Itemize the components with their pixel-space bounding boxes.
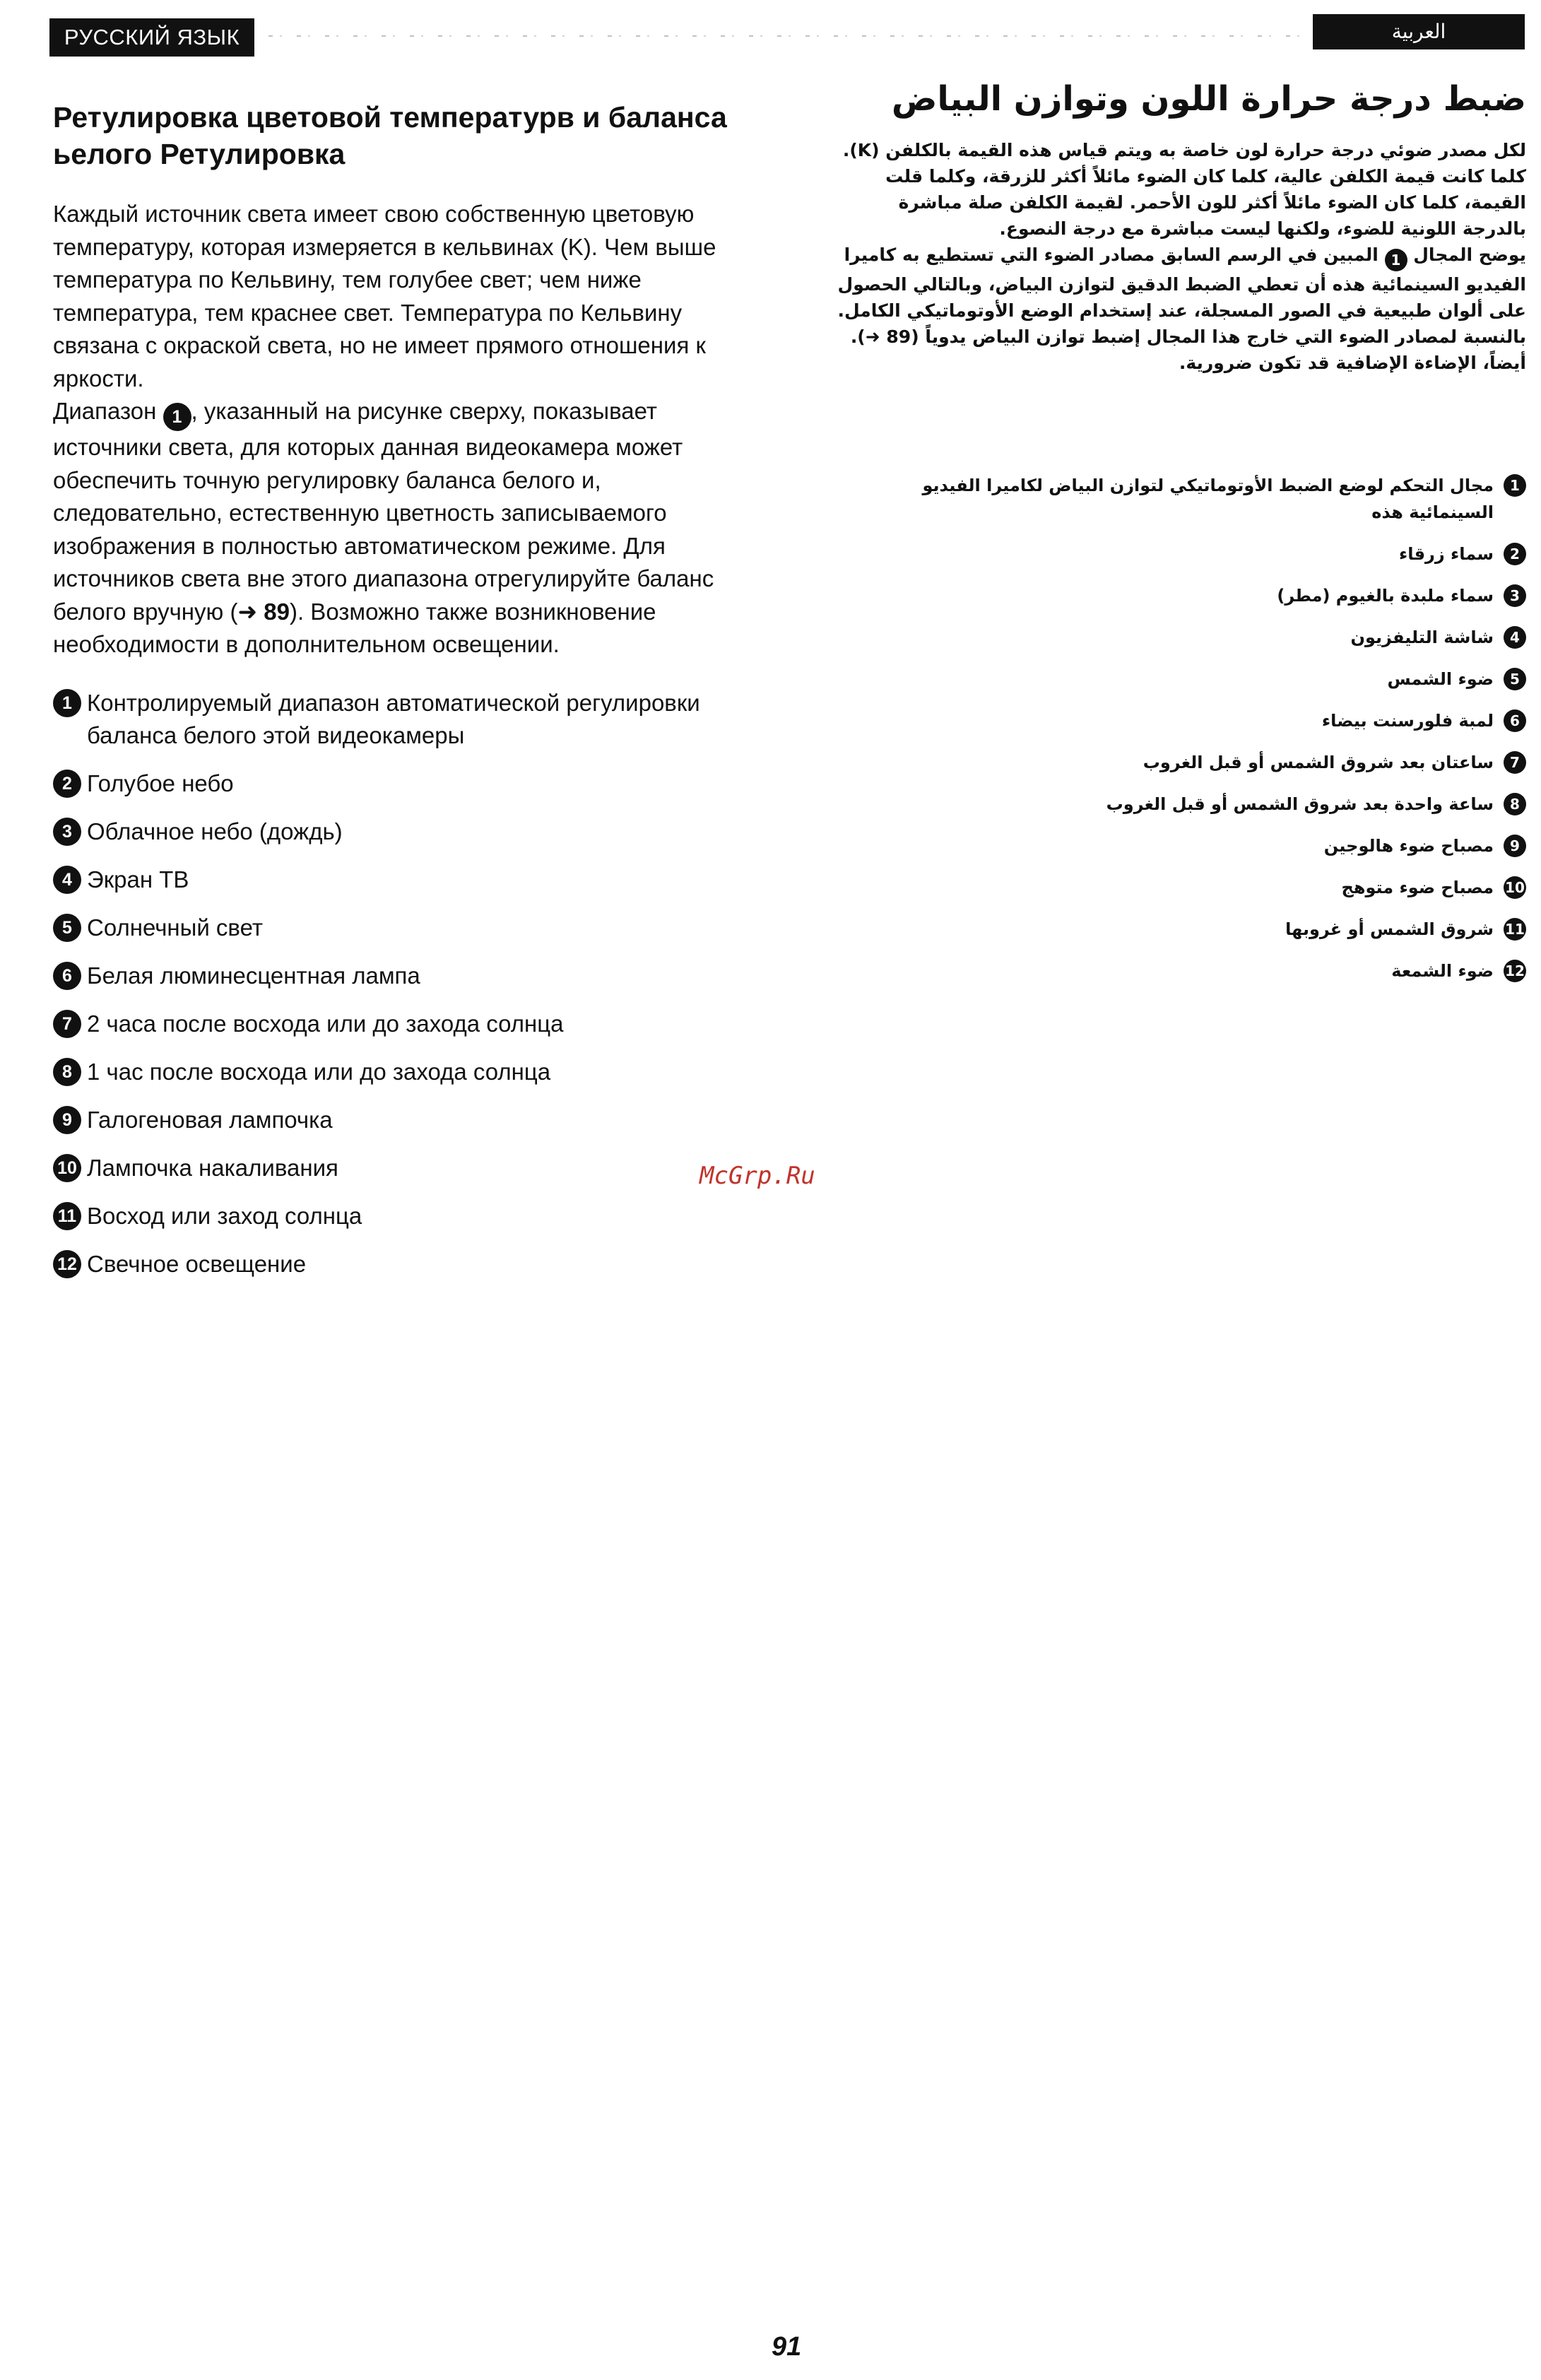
ru-legend-number-badge: 12 — [53, 1250, 81, 1278]
ar-legend-item — [834, 541, 1526, 567]
ru-p2-after: , указанный на рисунке сверху, показывает источники света, для которых данная видеокамера может обеспечить точную регулировку баланса белого и, следовательно, естественную цветность записываемого изображения в полностью автоматическом режиме. Для источников света вне этого диапазона отрегулируйте баланс белого вручную ( — [53, 398, 714, 625]
ar-legend-text: لمبة فلورسنت بيضاء — [1321, 711, 1494, 731]
ru-legend-text: 1 час после восхода или до захода солнца — [87, 1058, 551, 1085]
russian-column — [53, 99, 731, 1296]
ar-range-badge: 1 — [1385, 249, 1407, 271]
ar-legend-item — [834, 832, 1526, 859]
ru-legend-number-badge: 2 — [53, 770, 81, 798]
ar-legend-text: شاشة التليفزيون — [1350, 628, 1494, 647]
ru-legend-item — [53, 912, 731, 944]
ar-legend-text: ساعتان بعد شروق الشمس أو قبل الغروب — [1143, 753, 1494, 772]
ar-legend-text: مصباح ضوء متوهج — [1341, 878, 1494, 897]
ru-legend-text: Контролируемый диапазон автоматической регулировки баланса белого этой видеокамеры — [87, 689, 700, 748]
watermark: McGrp.Ru — [699, 1162, 815, 1190]
ar-paragraph-1: لكل مصدر ضوئي درجة حرارة لون خاصة به ويتم قياس هذه القيمة بالكلفن (K). كلما كانت قيمة الكلفن عالية، كلما كان الضوء مائلاً أكثر للزرقة، وكلما قلت القيمة، كلما كان الضوء مائلاً أكثر للون الأحمر. لقيمة الكلفن صلة مباشرة بالدرجة اللونية للضوء، ولكنها ليست مباشرة مع درجة النصوع. — [842, 140, 1526, 239]
ar-legend-number-badge: 3 — [1504, 584, 1526, 607]
ru-legend-number-badge: 9 — [53, 1106, 81, 1134]
ar-legend-item — [834, 958, 1526, 984]
ar-legend-text: مصباح ضوء هالوجين — [1323, 836, 1494, 856]
ru-paragraph-2 — [53, 395, 731, 661]
ar-legend-number-badge: 5 — [1504, 668, 1526, 690]
ar-legend-item — [834, 624, 1526, 651]
ar-legend-number-badge: 4 — [1504, 626, 1526, 649]
ar-legend-list — [834, 472, 1526, 999]
ar-p2-end: ). — [850, 326, 866, 347]
ru-legend-item — [53, 960, 731, 992]
ru-legend-number-badge: 3 — [53, 818, 81, 846]
ru-legend-item — [53, 767, 731, 800]
language-label-russian: РУССКИЙ ЯЗЫК — [49, 18, 254, 57]
ru-legend-number-badge: 8 — [53, 1058, 81, 1086]
ru-section-title: Ретулировка цветовой температурв и баланса ьелого Ретулировка — [53, 101, 727, 170]
ar-p2-before: يوضح المجال — [1413, 245, 1526, 265]
ru-paragraph-1: Каждый источник света имеет свою собственную цветовую температуру, которая измеряется в кельвинах (K). Чем выше температура по Кельвину, тем голубее свет; чем ниже температура, тем краснее свет. Температура по Кельвину связана с окраской света, но не имеет прямого отношения к яркости. — [53, 201, 716, 391]
ru-legend-number-badge: 4 — [53, 866, 81, 894]
ru-page-reference: ➜ 89 — [237, 598, 290, 625]
ru-legend-item — [53, 1248, 731, 1280]
ar-legend-text: سماء زرقاء — [1399, 544, 1494, 564]
ru-legend-text: Галогеновая лампочка — [87, 1106, 333, 1133]
ru-legend-text: Облачное небо (дождь) — [87, 818, 343, 844]
ru-legend-number-badge: 10 — [53, 1154, 81, 1182]
ar-legend-number-badge: 2 — [1504, 543, 1526, 565]
ru-legend-item — [53, 1008, 731, 1040]
ar-legend-text: سماء ملبدة بالغيوم (مطر) — [1277, 586, 1494, 606]
ar-p2-after: المبين في الرسم السابق مصادر الضوء التي تستطيع به كاميرا الفيديو السينمائية هذه أن تعطي الضبط الدقيق لتوازن البياض، وبالتالي الحصول على ألوان طبيعية في الصور المسجلة، عند إستخدام الوضع الأوتوماتيكي الكامل. بالنسبة لمصادر الضوء التي خارج هذا المجال إضبط توازن البياض يدوياً ( — [837, 245, 1526, 347]
ar-paragraph-3: أيضاً، الإضاءة الإضافية قد تكون ضرورية. — [1179, 353, 1526, 373]
ar-legend-item — [834, 472, 1526, 526]
ar-page-reference: 89 ➜ — [865, 326, 911, 347]
ru-legend-item — [53, 1104, 731, 1136]
ru-legend-text: Солнечный свет — [87, 914, 263, 941]
ar-legend-number-badge: 1 — [1504, 474, 1526, 497]
ar-paragraph-2 — [834, 242, 1526, 350]
ar-legend-item — [834, 874, 1526, 901]
ru-legend-number-badge: 6 — [53, 962, 81, 990]
ru-legend-text: 2 часа после восхода или до захода солнца — [87, 1010, 564, 1037]
ru-legend-text: Восход или заход солнца — [87, 1202, 362, 1229]
ar-legend-text: ضوء الشمعة — [1391, 961, 1494, 981]
ru-legend-text: Свечное освещение — [87, 1250, 307, 1277]
ru-legend-text: Голубое небо — [87, 770, 234, 796]
ar-legend-item — [834, 749, 1526, 776]
ar-legend-number-badge: 12 — [1504, 960, 1526, 982]
language-label-arabic: العربية — [1313, 14, 1525, 49]
ru-legend-text: Лампочка накаливания — [87, 1154, 338, 1181]
ar-legend-item — [834, 666, 1526, 693]
ar-legend-text: مجال التحكم لوضع الضبط الأوتوماتيكي لتوازن البياض لكاميرا الفيديو السينمائية هذه — [922, 476, 1494, 522]
ru-p2-before: Диапазон — [53, 398, 157, 424]
ru-legend-item — [53, 815, 731, 848]
arabic-column — [834, 76, 1526, 981]
ar-legend-item — [834, 707, 1526, 734]
ar-legend-number-badge: 11 — [1504, 918, 1526, 941]
ru-legend-item — [53, 1056, 731, 1088]
ru-legend-list — [53, 687, 731, 1280]
ru-legend-item — [53, 864, 731, 896]
ar-legend-item — [834, 582, 1526, 609]
ru-legend-item — [53, 1152, 731, 1184]
ru-legend-number-badge: 7 — [53, 1010, 81, 1038]
ar-section-title: ضبط درجة حرارة اللون وتوازن البياض — [891, 79, 1526, 119]
ru-legend-item — [53, 1200, 731, 1232]
ar-legend-number-badge: 9 — [1504, 835, 1526, 857]
ar-legend-number-badge: 6 — [1504, 709, 1526, 732]
ar-legend-item — [834, 791, 1526, 818]
ar-legend-number-badge: 8 — [1504, 793, 1526, 815]
ru-p2-end: ). Возможно также возникновение необходимости в дополнительном освещении. — [53, 598, 656, 657]
ar-legend-number-badge: 7 — [1504, 751, 1526, 774]
range-badge: 1 — [163, 403, 191, 431]
ar-legend-item — [834, 916, 1526, 943]
scan-artifact-line — [268, 35, 1300, 37]
ar-legend-text: ساعة واحدة بعد شروق الشمس أو قبل الغروب — [1106, 794, 1494, 814]
ru-legend-number-badge: 1 — [53, 689, 81, 717]
page-number: 91 — [772, 2332, 802, 2362]
ru-legend-item — [53, 687, 731, 752]
ar-legend-text: شروق الشمس أو غروبها — [1285, 919, 1494, 939]
ar-legend-number-badge: 10 — [1504, 876, 1526, 899]
ru-legend-text: Белая люминесцентная лампа — [87, 962, 420, 989]
ru-legend-number-badge: 5 — [53, 914, 81, 942]
ru-legend-number-badge: 11 — [53, 1202, 81, 1230]
ru-legend-text: Экран ТВ — [87, 866, 189, 892]
ar-legend-text: ضوء الشمس — [1387, 669, 1494, 689]
